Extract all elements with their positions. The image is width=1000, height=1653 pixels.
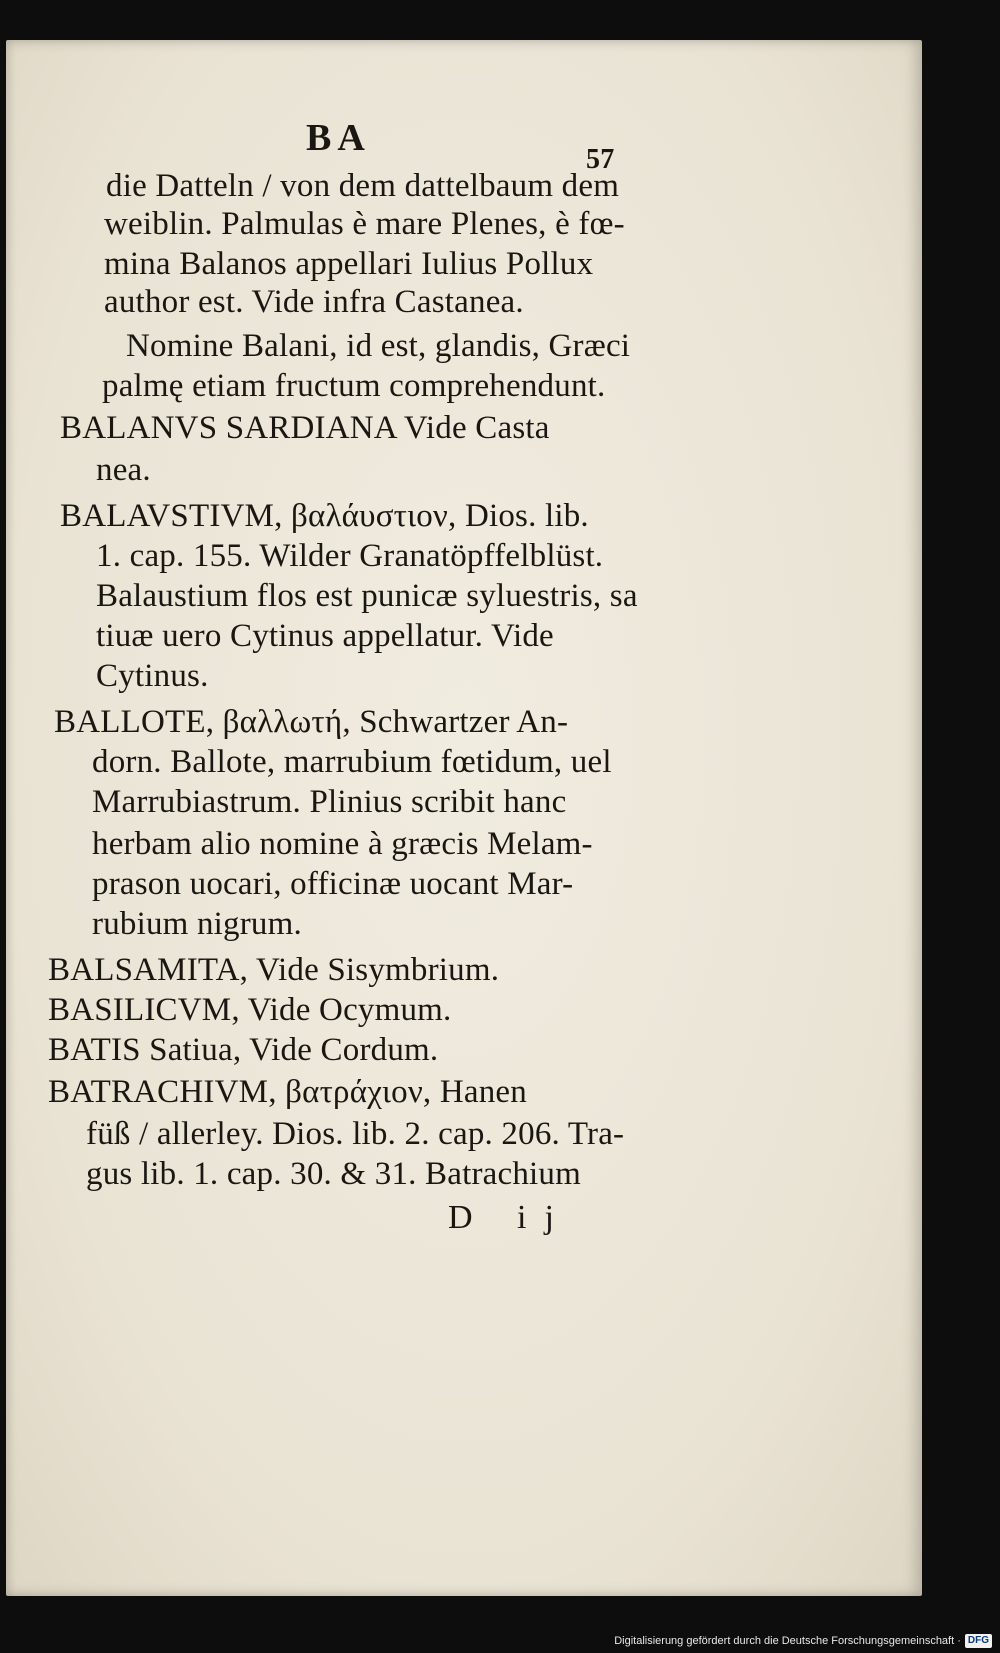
text-line: dorn. Ballote, marrubium fœtidum, uel [92, 744, 612, 780]
book-page [6, 40, 922, 1596]
text-line: gus lib. 1. cap. 30. & 31. Batrachium [86, 1156, 581, 1192]
entry-heading: BALAVSTIVM, βαλάυστιον, Dios. lib. [60, 498, 589, 534]
text-line: weiblin. Palmulas è mare Plenes, è fœ- [104, 206, 625, 242]
entry-heading: BATIS Satiua, Vide Cordum. [48, 1032, 439, 1068]
text-line: Nomine Balani, id est, glandis, Græci [126, 328, 631, 364]
entry-heading: BALLOTE, βαλλωτή, Schwartzer An- [54, 704, 569, 740]
entry-heading: BALANVS SARDIANA Vide Casta [60, 410, 550, 446]
text-line: rubium nigrum. [92, 906, 302, 942]
digitization-credit [614, 1633, 992, 1649]
entry-heading: BATRACHIVM, βατράχιον, Hanen [48, 1074, 527, 1110]
text-line: author est. Vide infra Castanea. [104, 284, 524, 320]
text-line: mina Balanos appellari Iulius Pollux [104, 246, 594, 282]
text-line: die Datteln / von dem dattelbaum dem [106, 168, 620, 204]
text-line: palmę etiam fructum comprehendunt. [102, 368, 606, 404]
credit-text: Digitalisierung gefördert durch die Deutsche Forschungsgemeinschaft · [614, 1635, 961, 1647]
folio-number: 57 [586, 144, 615, 175]
signature-mark: D ij [448, 1199, 572, 1236]
text-line: Cytinus. [96, 658, 209, 694]
text-line: 1. cap. 155. Wilder Granatöpffelblüst. [96, 538, 604, 574]
text-line: Marrubiastrum. Plinius scribit hanc [92, 784, 567, 820]
text-line: tiuæ uero Cytinus appellatur. Vide [96, 618, 554, 654]
text-line: nea. [96, 452, 151, 488]
entry-heading: BASILICVM, Vide Ocymum. [48, 992, 452, 1028]
page-text [6, 40, 922, 1596]
dfg-logo: DFG [965, 1634, 992, 1648]
text-line: herbam alio nomine à græcis Melam- [92, 826, 593, 862]
running-head: BA [306, 117, 371, 159]
entry-heading: BALSAMITA, Vide Sisymbrium. [48, 952, 500, 988]
text-line: füß / allerley. Dios. lib. 2. cap. 206. Tra- [86, 1116, 625, 1152]
text-line: prason uocari, officinæ uocant Mar- [92, 866, 574, 902]
text-line: Balaustium flos est punicæ syluestris, sa [96, 578, 638, 614]
